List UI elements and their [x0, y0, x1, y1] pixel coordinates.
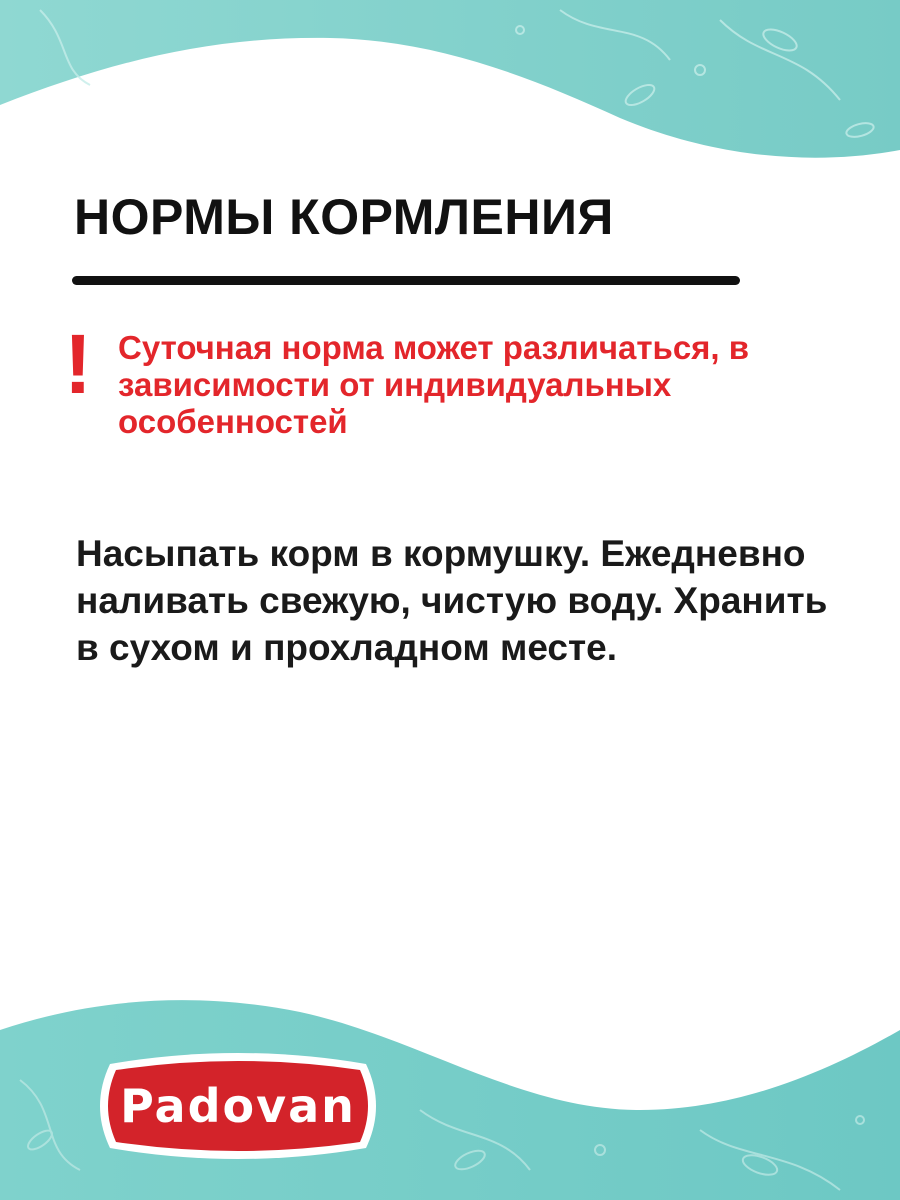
- title-divider: [72, 276, 740, 285]
- page-title: НОРМЫ КОРМЛЕНИЯ: [74, 189, 614, 245]
- logo-brand-text: Padovan: [120, 1079, 356, 1133]
- warning-exclamation-icon: !: [64, 317, 92, 411]
- top-wave-decoration: [0, 0, 900, 175]
- padovan-logo: [90, 1048, 386, 1164]
- feeding-instructions: Насыпать корм в кормушку. Ежедневно наливать свежую, чистую воду. Хранить в сухом и прохладном месте.: [76, 533, 828, 668]
- warning-text: Суточная норма может различаться, в зависимости от индивидуальных особенностей: [118, 329, 750, 440]
